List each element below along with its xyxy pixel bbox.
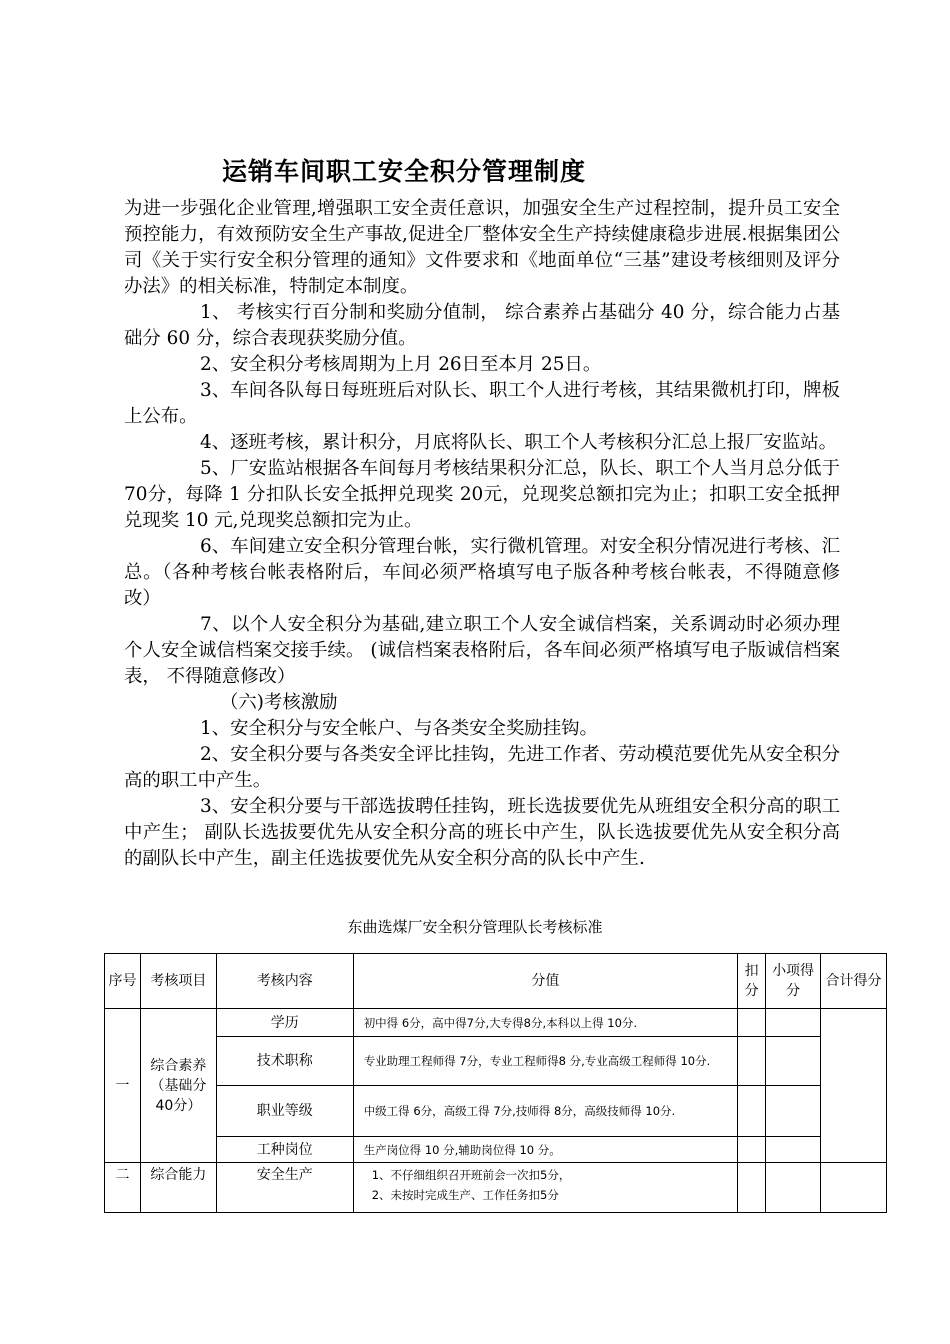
- incentive-2: 2、安全积分要与各类安全评比挂钩，先进工作者、劳动模范要优先从安全积分高的职工中产生。: [124, 744, 840, 791]
- header-item: 考核项目: [140, 954, 216, 1009]
- header-content: 考核内容: [216, 954, 353, 1009]
- header-seq: 序号: [105, 954, 141, 1009]
- clause-2: 2、安全积分考核周期为上月 26日至本月 25日。: [200, 354, 602, 375]
- clause-5: 5、厂安监站根据各车间每月考核结果积分汇总，队长、职工个人当月总分低于 70分，每降 1 分扣队长安全抵押兑现奖 20元，兑现奖总额扣完为止；扣职工安全抵押兑现奖 10 元,兑现奖总额扣完为止。: [124, 458, 840, 531]
- table-row: [105, 1137, 887, 1163]
- subtotal-cell: [766, 1037, 821, 1086]
- clause-1: 1、 考核实行百分制和奖励分值制， 综合素养占基础分 40 分，综合能力占基础分 60 分，综合表现获奖励分值。: [124, 302, 840, 349]
- deduct-cell: [738, 1163, 766, 1213]
- clause-7: 7、以个人安全积分为基础,建立职工个人安全诚信档案，关系调动时必须办理个人安全诚信档案交接手续。 (诚信档案表格附后，各车间必须严格填写电子版诚信档案表， 不得随意修改）: [124, 614, 840, 687]
- incentive-3: 3、安全积分要与干部选拔聘任挂钩，班长选拔要优先从班组安全积分高的职工中产生； 副队长选拔要优先从安全积分高的班长中产生，队长选拔要优先从安全积分高的副队长中产生，副主任选拔要优先从安全积分高的队长中产生.: [124, 796, 840, 869]
- group2-seq: 二: [105, 1163, 141, 1213]
- group2-content: 安全生产: [216, 1163, 353, 1213]
- deduct-cell: [738, 1086, 766, 1137]
- deduct-cell: [738, 1009, 766, 1037]
- subtotal-cell: [766, 1163, 821, 1213]
- header-subtotal: 小项得分: [766, 954, 821, 1009]
- assessment-table: [104, 953, 887, 1213]
- score-line: 1、不仔细组织召开班前会一次扣5分，: [371, 1168, 571, 1182]
- section-heading-incentive: （六)考核激励: [220, 692, 338, 713]
- deduct-cell: [738, 1137, 766, 1163]
- subtotal-cell: [766, 1137, 821, 1163]
- table-row: [105, 1009, 887, 1037]
- table-caption: 东曲选煤厂安全积分管理队长考核标准: [347, 918, 603, 936]
- deduct-cell: [738, 1037, 766, 1086]
- subtotal-cell: [766, 1009, 821, 1037]
- group1-seq: 一: [105, 1009, 141, 1163]
- header-deduct: 扣分: [738, 954, 766, 1009]
- group1-item: 综合素养（基础分40分）: [140, 1009, 216, 1163]
- clause-4: 4、逐班考核，累计积分，月底将队长、职工个人考核积分汇总上报厂安监站。: [200, 432, 837, 453]
- header-score: 分值: [353, 954, 737, 1009]
- intro-paragraph: 为进一步强化企业管理,增强职工安全责任意识，加强安全生产过程控制，提升员工安全预控能力，有效预防安全生产事故,促进全厂整体安全生产持续健康稳步进展.根据集团公司《关于实行安全积分管理的通知》文件要求和《地面单位“三基”建设考核细则及评分办法》的相关标准，特制定本制度。: [124, 198, 840, 297]
- header-total: 合计得分: [821, 954, 887, 1009]
- row-content: 学历: [216, 1009, 353, 1037]
- row-score: 初中得 6分，高中得7分,大专得8分,本科以上得 10分.: [353, 1009, 737, 1037]
- row-content: 工种岗位: [216, 1137, 353, 1163]
- row-content: 职业等级: [216, 1086, 353, 1137]
- score-line: 2、未按时完成生产、工作任务扣5分: [371, 1188, 559, 1202]
- row-score: 专业助理工程师得 7分，专业工程师得8 分,专业高级工程师得 10分.: [353, 1037, 737, 1086]
- row-score: 中级工得 6分，高级工得 7分,技师得 8分，高级技师得 10分.: [353, 1086, 737, 1137]
- clause-6: 6、车间建立安全积分管理台帐，实行微机管理。对安全积分情况进行考核、汇总。（各种考核台帐表格附后，车间必须严格填写电子版各种考核台帐表，不得随意修改）: [124, 536, 840, 609]
- clause-3: 3、车间各队每日每班班后对队长、职工个人进行考核，其结果微机打印，牌板上公布。: [124, 380, 840, 427]
- group2-item: 综合能力: [140, 1163, 216, 1213]
- row-content: 技术职称: [216, 1037, 353, 1086]
- group2-score: [353, 1163, 737, 1213]
- table-row: [105, 1037, 887, 1086]
- table-row: [105, 1086, 887, 1137]
- table-header-row: [105, 954, 887, 1009]
- total-cell: [821, 1009, 887, 1163]
- row-score: 生产岗位得 10 分,辅助岗位得 10 分。: [353, 1137, 737, 1163]
- document-title: 运销车间职工安全积分管理制度: [222, 157, 587, 186]
- document-body: [124, 196, 840, 872]
- total-cell: [821, 1163, 887, 1213]
- incentive-1: 1、安全积分与安全帐户、与各类安全奖励挂钩。: [200, 718, 598, 739]
- subtotal-cell: [766, 1086, 821, 1137]
- table-row: [105, 1163, 887, 1213]
